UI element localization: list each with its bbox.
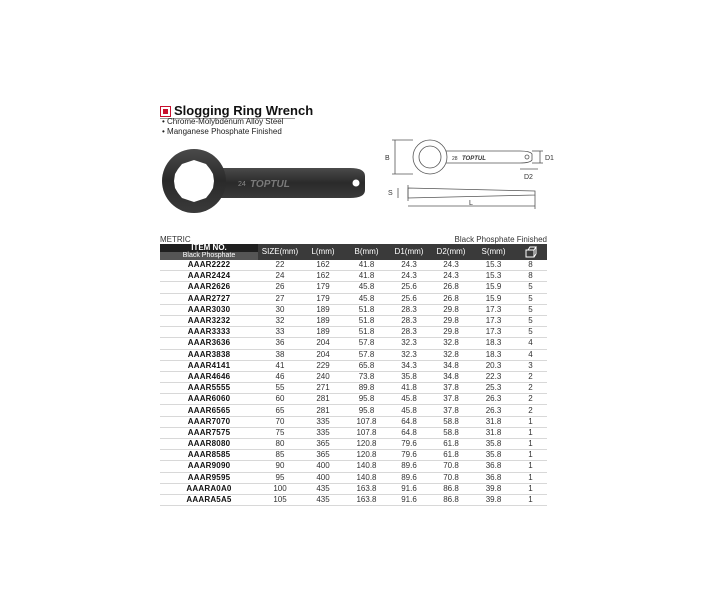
cell-size: 85 xyxy=(275,450,285,460)
cell-qty: 1 xyxy=(528,427,533,437)
label-d1: D1 xyxy=(545,155,554,162)
cell-item-no: AAAR3030 xyxy=(187,304,231,314)
cell-qty: 8 xyxy=(528,271,533,281)
technical-drawing xyxy=(380,133,555,213)
header-item-no-label: ITEM NO. xyxy=(191,243,227,252)
table-row xyxy=(160,483,547,494)
table-row xyxy=(160,260,547,271)
cell-l: 335 xyxy=(316,416,330,426)
feature-item: • Chrome-Molybdenum Alloy Steel xyxy=(162,117,284,127)
cell-b: 65.8 xyxy=(358,360,375,370)
unit-system-label: METRIC xyxy=(160,235,191,244)
cell-size: 90 xyxy=(275,461,285,471)
cell-b: 140.8 xyxy=(356,472,377,482)
cell-l: 179 xyxy=(316,293,330,303)
cell-qty: 5 xyxy=(528,282,533,292)
cell-d1: 89.6 xyxy=(401,461,417,471)
box-quantity-icon xyxy=(525,246,537,258)
cell-l: 240 xyxy=(316,371,330,381)
feature-item: • Manganese Phosphate Finished xyxy=(162,127,284,137)
cell-s: 36.8 xyxy=(485,472,502,482)
cell-qty: 8 xyxy=(528,260,533,270)
cell-l: 281 xyxy=(316,394,330,404)
cell-s: 17.3 xyxy=(485,316,502,326)
cell-d2: 70.8 xyxy=(443,472,459,482)
cell-d2: 37.8 xyxy=(443,383,459,393)
cell-size: 75 xyxy=(275,427,285,437)
table-row xyxy=(160,349,547,360)
cell-item-no: AAAR9595 xyxy=(187,472,231,482)
cell-d2: 37.8 xyxy=(443,394,459,404)
cell-d2: 32.8 xyxy=(443,349,459,359)
cell-s: 15.9 xyxy=(485,293,502,303)
cell-d1: 24.3 xyxy=(401,271,417,281)
cell-d1: 91.6 xyxy=(401,483,417,493)
table-row xyxy=(160,315,547,326)
cell-d2: 61.8 xyxy=(443,450,459,460)
cell-d2: 58.8 xyxy=(443,416,459,426)
cell-qty: 2 xyxy=(528,371,533,381)
cell-size: 36 xyxy=(275,338,285,348)
table-row xyxy=(160,371,547,382)
header-l: L(mm) xyxy=(302,244,344,260)
table-row xyxy=(160,338,547,349)
cell-size: 60 xyxy=(275,394,285,404)
cell-qty: 4 xyxy=(528,338,533,348)
cell-b: 41.8 xyxy=(358,260,375,270)
cell-item-no: AAAR9090 xyxy=(187,461,231,471)
cell-d1: 24.3 xyxy=(401,260,417,270)
cell-d1: 89.6 xyxy=(401,472,417,482)
cell-b: 57.8 xyxy=(358,349,375,359)
cell-item-no: AAAR6565 xyxy=(187,405,231,415)
label-d2: D2 xyxy=(524,174,533,181)
cell-d1: 45.8 xyxy=(401,394,417,404)
cell-qty: 3 xyxy=(528,360,533,370)
label-b: B xyxy=(385,155,390,162)
label-s: S xyxy=(388,190,393,197)
cell-s: 17.3 xyxy=(485,304,502,314)
cell-item-no: AAAR7575 xyxy=(187,427,231,437)
header-item-no-sub: Black Phosphate xyxy=(160,252,258,260)
cell-size: 27 xyxy=(275,293,285,303)
cell-d2: 34.8 xyxy=(443,360,459,370)
cell-d1: 35.8 xyxy=(401,371,417,381)
wrench-photo xyxy=(160,146,370,216)
cell-l: 229 xyxy=(316,360,330,370)
cell-s: 17.3 xyxy=(485,327,502,337)
cell-qty: 5 xyxy=(528,293,533,303)
cell-b: 73.8 xyxy=(358,371,375,381)
photo-size-marking: 24 xyxy=(238,181,246,188)
cell-s: 26.3 xyxy=(485,394,502,404)
cell-l: 335 xyxy=(316,427,330,437)
table-row xyxy=(160,394,547,405)
table-row xyxy=(160,383,547,394)
cell-s: 35.8 xyxy=(485,450,502,460)
cell-d1: 91.6 xyxy=(401,495,417,505)
cell-size: 26 xyxy=(275,282,285,292)
cell-s: 25.3 xyxy=(485,383,502,393)
cell-s: 39.8 xyxy=(485,483,502,493)
cell-s: 36.8 xyxy=(485,461,502,471)
cell-d1: 25.6 xyxy=(401,293,417,303)
cell-l: 189 xyxy=(316,316,330,326)
cell-d2: 32.8 xyxy=(443,338,459,348)
cell-qty: 1 xyxy=(528,483,533,493)
cell-item-no: AAAR3333 xyxy=(187,327,231,337)
cell-s: 20.3 xyxy=(485,360,502,370)
cell-item-no: AAAR2222 xyxy=(187,260,231,270)
cell-l: 400 xyxy=(316,461,330,471)
cell-s: 31.8 xyxy=(485,416,502,426)
cell-item-no: AAAR5555 xyxy=(187,383,231,393)
cell-s: 15.3 xyxy=(485,271,502,281)
cell-item-no: AAARA0A0 xyxy=(186,483,232,493)
cell-b: 140.8 xyxy=(356,461,377,471)
cell-d2: 86.8 xyxy=(443,483,459,493)
cell-size: 30 xyxy=(275,304,285,314)
cell-b: 107.8 xyxy=(356,427,377,437)
cell-qty: 2 xyxy=(528,405,533,415)
cell-l: 179 xyxy=(316,282,330,292)
table-row xyxy=(160,416,547,427)
cell-item-no: AAAR2727 xyxy=(187,293,231,303)
table-row xyxy=(160,439,547,450)
cell-item-no: AAAR3636 xyxy=(187,338,231,348)
cell-d1: 34.3 xyxy=(401,360,417,370)
cell-size: 24 xyxy=(275,271,285,281)
cell-d2: 29.8 xyxy=(443,304,459,314)
cell-item-no: AAAR2626 xyxy=(187,282,231,292)
cell-size: 46 xyxy=(275,371,285,381)
cell-item-no: AAAR3232 xyxy=(187,316,231,326)
cell-l: 162 xyxy=(316,271,330,281)
header-item-no xyxy=(160,244,258,260)
cell-s: 18.3 xyxy=(485,338,502,348)
cell-size: 65 xyxy=(275,405,285,415)
cell-b: 89.8 xyxy=(358,383,375,393)
cell-d2: 70.8 xyxy=(443,461,459,471)
table-row xyxy=(160,304,547,315)
cell-item-no: AAAR4141 xyxy=(187,360,231,370)
finish-label: Black Phosphate Finished xyxy=(454,235,547,244)
table-row xyxy=(160,494,547,505)
table-row xyxy=(160,327,547,338)
label-l: L xyxy=(469,200,473,207)
cell-d1: 79.6 xyxy=(401,439,417,449)
cell-b: 120.8 xyxy=(356,450,377,460)
cell-d1: 45.8 xyxy=(401,405,417,415)
header-s: S(mm) xyxy=(473,244,514,260)
cell-l: 204 xyxy=(316,349,330,359)
title-text: Slogging Ring Wrench xyxy=(174,103,314,118)
cell-size: 32 xyxy=(275,316,285,326)
cell-b: 51.8 xyxy=(358,304,375,314)
table-row xyxy=(160,360,547,371)
cell-size: 100 xyxy=(273,483,287,493)
cell-item-no: AAAR6060 xyxy=(187,394,231,404)
cell-l: 281 xyxy=(316,405,330,415)
cell-item-no: AAAR2424 xyxy=(187,271,231,281)
cell-d2: 37.8 xyxy=(443,405,459,415)
cell-l: 400 xyxy=(316,472,330,482)
cell-d2: 61.8 xyxy=(443,439,459,449)
cell-s: 26.3 xyxy=(485,405,502,415)
cell-item-no: AAAR8585 xyxy=(187,450,231,460)
cell-d2: 58.8 xyxy=(443,427,459,437)
table-row xyxy=(160,450,547,461)
cell-d1: 32.3 xyxy=(401,349,417,359)
table-row xyxy=(160,405,547,416)
table-body xyxy=(160,260,547,506)
cell-d1: 79.6 xyxy=(401,450,417,460)
cell-qty: 2 xyxy=(528,383,533,393)
cell-l: 271 xyxy=(316,383,330,393)
cell-size: 41 xyxy=(275,360,285,370)
cell-size: 38 xyxy=(275,349,285,359)
cell-item-no: AAAR8080 xyxy=(187,439,231,449)
cell-item-no: AAAR7070 xyxy=(187,416,231,426)
cell-s: 15.3 xyxy=(485,260,502,270)
cell-b: 51.8 xyxy=(358,327,375,337)
cell-l: 162 xyxy=(316,260,330,270)
drawing-size-marking: 28 xyxy=(452,156,458,162)
cell-item-no: AAARA5A5 xyxy=(186,495,232,505)
cell-l: 365 xyxy=(316,439,330,449)
cell-d2: 24.3 xyxy=(443,260,459,270)
cell-b: 57.8 xyxy=(358,338,375,348)
cell-l: 189 xyxy=(316,304,330,314)
header-b: B(mm) xyxy=(344,244,389,260)
header-size: SIZE(mm) xyxy=(258,244,302,260)
cell-d1: 25.6 xyxy=(401,282,417,292)
cell-qty: 1 xyxy=(528,472,533,482)
cell-l: 435 xyxy=(316,495,330,505)
cell-size: 105 xyxy=(273,495,287,505)
cell-b: 95.8 xyxy=(358,394,375,404)
table-row xyxy=(160,472,547,483)
table-header-row xyxy=(160,244,547,260)
cell-b: 107.8 xyxy=(356,416,377,426)
cell-s: 15.9 xyxy=(485,282,502,292)
cell-d1: 64.8 xyxy=(401,427,417,437)
drawing-brand-marking: TOPTUL xyxy=(462,156,486,162)
cell-l: 435 xyxy=(316,483,330,493)
cell-s: 35.8 xyxy=(485,439,502,449)
spec-table xyxy=(160,244,547,506)
cell-b: 163.8 xyxy=(356,483,377,493)
cell-b: 95.8 xyxy=(358,405,375,415)
table-row xyxy=(160,271,547,282)
cell-d2: 29.8 xyxy=(443,316,459,326)
cell-size: 95 xyxy=(275,472,285,482)
cell-d2: 24.3 xyxy=(443,271,459,281)
cell-d2: 86.8 xyxy=(443,495,459,505)
cell-d2: 34.8 xyxy=(443,371,459,381)
cell-qty: 1 xyxy=(528,495,533,505)
cell-l: 365 xyxy=(316,450,330,460)
cell-d1: 28.3 xyxy=(401,327,417,337)
feature-list xyxy=(162,117,284,137)
cell-item-no: AAAR3838 xyxy=(187,349,231,359)
cell-b: 163.8 xyxy=(356,495,377,505)
cell-size: 33 xyxy=(275,327,285,337)
cell-qty: 5 xyxy=(528,304,533,314)
cell-item-no: AAAR4646 xyxy=(187,371,231,381)
cell-s: 22.3 xyxy=(485,371,502,381)
cell-qty: 1 xyxy=(528,450,533,460)
table-row xyxy=(160,282,547,293)
cell-size: 80 xyxy=(275,439,285,449)
cell-d1: 41.8 xyxy=(401,383,417,393)
cell-b: 45.8 xyxy=(358,293,375,303)
cell-qty: 1 xyxy=(528,416,533,426)
cell-s: 31.8 xyxy=(485,427,502,437)
table-row xyxy=(160,427,547,438)
cell-d2: 29.8 xyxy=(443,327,459,337)
table-row xyxy=(160,293,547,304)
cell-size: 55 xyxy=(275,383,285,393)
cell-d1: 64.8 xyxy=(401,416,417,426)
cell-l: 189 xyxy=(316,327,330,337)
cell-size: 70 xyxy=(275,416,285,426)
cell-size: 22 xyxy=(275,260,285,270)
cell-qty: 1 xyxy=(528,461,533,471)
red-square-bullet-icon xyxy=(160,106,171,117)
cell-d1: 28.3 xyxy=(401,316,417,326)
cell-qty: 5 xyxy=(528,316,533,326)
cell-b: 45.8 xyxy=(358,282,375,292)
cell-qty: 1 xyxy=(528,439,533,449)
cell-d2: 26.8 xyxy=(443,293,459,303)
cell-s: 18.3 xyxy=(485,349,502,359)
header-d2: D2(mm) xyxy=(429,244,473,260)
photo-brand-marking: TOPTUL xyxy=(250,179,290,190)
cell-b: 41.8 xyxy=(358,271,375,281)
cell-qty: 2 xyxy=(528,394,533,404)
cell-qty: 4 xyxy=(528,349,533,359)
cell-b: 120.8 xyxy=(356,439,377,449)
cell-l: 204 xyxy=(316,338,330,348)
cell-qty: 5 xyxy=(528,327,533,337)
cell-b: 51.8 xyxy=(358,316,375,326)
cell-s: 39.8 xyxy=(485,495,502,505)
cell-d1: 28.3 xyxy=(401,304,417,314)
header-qty xyxy=(514,244,547,260)
cell-d1: 32.3 xyxy=(401,338,417,348)
header-d1: D1(mm) xyxy=(389,244,429,260)
cell-d2: 26.8 xyxy=(443,282,459,292)
table-row xyxy=(160,461,547,472)
